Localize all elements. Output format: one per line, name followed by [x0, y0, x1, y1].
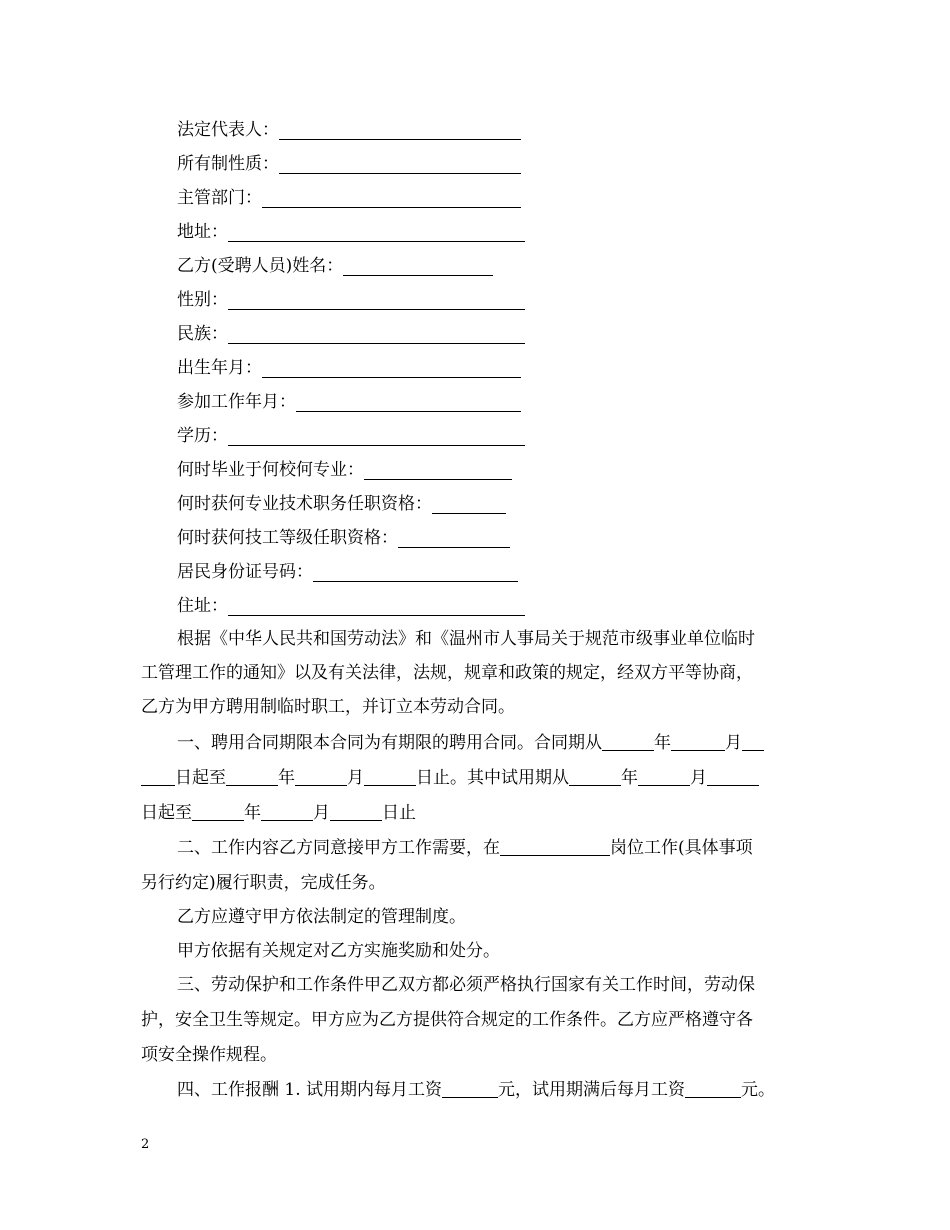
field-label: 居民身份证号码：	[177, 562, 313, 582]
blank-line[interactable]	[261, 802, 313, 821]
month-label: 月	[690, 768, 707, 788]
blank-line[interactable]	[602, 732, 654, 751]
section-4-line-1	[177, 1077, 775, 1103]
blank-line[interactable]	[685, 1079, 741, 1098]
field-graduation	[177, 458, 512, 482]
field-label: 法定代表人：	[177, 120, 279, 140]
blank-line[interactable]	[364, 461, 512, 480]
blank-line[interactable]	[313, 563, 518, 582]
section-4-text-c: 元。	[741, 1080, 776, 1100]
month-label: 月	[725, 733, 742, 753]
field-label: 出生年月：	[177, 358, 262, 378]
field-label: 何时获何专业技术职务任职资格：	[177, 494, 432, 514]
field-label: 所有制性质：	[177, 154, 279, 174]
field-label: 民族：	[177, 324, 228, 344]
field-label: 主管部门：	[177, 188, 262, 208]
blank-line[interactable]	[279, 121, 521, 140]
section-4-text-b: 元，试用期满后每月工资	[498, 1080, 686, 1100]
blank-line[interactable]	[279, 155, 521, 174]
blank-line[interactable]	[500, 837, 610, 856]
year-label: 年	[621, 768, 638, 788]
blank-line[interactable]	[228, 223, 525, 242]
field-label: 学历：	[177, 426, 228, 446]
day-end-label: 日止。其中试用期从	[416, 768, 569, 788]
blank-line[interactable]	[228, 427, 525, 446]
blank-line[interactable]	[192, 802, 244, 821]
year-label: 年	[654, 733, 671, 753]
section-2-text-b: 岗位工作(具体事项	[610, 838, 753, 858]
section-1-line-2	[141, 765, 759, 791]
intro-line-3: 乙方为甲方聘用制临时职工，并订立本劳动合同。	[141, 697, 515, 717]
intro-line-2: 工管理工作的通知》以及有关法律，法规，规章和政策的规定，经双方平等协商，	[141, 663, 753, 683]
blank-line[interactable]	[262, 189, 521, 208]
day-from-label: 日起至	[141, 803, 192, 823]
year-label: 年	[244, 803, 261, 823]
field-label: 乙方(受聘人员)姓名：	[177, 256, 344, 276]
field-label: 住址：	[177, 596, 228, 616]
blank-line[interactable]	[343, 257, 493, 276]
blank-line[interactable]	[228, 291, 525, 310]
blank-line[interactable]	[638, 767, 690, 786]
field-professional-title	[177, 492, 506, 516]
blank-line[interactable]	[707, 767, 759, 786]
blank-line[interactable]	[226, 767, 278, 786]
month-label: 月	[313, 803, 330, 823]
blank-line[interactable]	[330, 802, 382, 821]
blank-line[interactable]	[442, 1079, 498, 1098]
blank-line[interactable]	[295, 767, 347, 786]
field-department	[177, 186, 521, 210]
field-address	[177, 220, 525, 244]
field-technician-grade	[177, 526, 510, 550]
day-from-label: 日起至	[175, 768, 226, 788]
blank-line[interactable]	[364, 767, 416, 786]
field-ownership	[177, 152, 521, 176]
year-label: 年	[278, 768, 295, 788]
field-label: 性别：	[177, 290, 228, 310]
section-3-line-3: 项安全操作规程。	[141, 1045, 277, 1065]
field-birth-date	[177, 356, 521, 380]
blank-line[interactable]	[228, 325, 525, 344]
field-label: 参加工作年月：	[177, 392, 296, 412]
field-legal-representative	[177, 118, 521, 142]
section-3-line-2: 护，安全卫生等规定。甲方应为乙方提供符合规定的工作条件。乙方应严格遵守各	[141, 1010, 753, 1030]
section-2-line-4: 甲方依据有关规定对乙方实施奖励和处分。	[177, 941, 500, 961]
month-label: 月	[347, 768, 364, 788]
field-work-start-date	[177, 390, 521, 414]
field-label: 地址：	[177, 222, 228, 242]
field-id-number	[177, 560, 518, 584]
day-end-label: 日止	[382, 803, 416, 823]
blank-line[interactable]	[296, 393, 521, 412]
section-2-line-1	[177, 835, 753, 861]
section-1-line-3	[141, 800, 416, 826]
section-1-line-1	[177, 730, 764, 756]
field-label: 何时毕业于何校何专业：	[177, 460, 364, 480]
section-3-line-1: 三、劳动保护和工作条件甲乙双方都必须严格执行国家有关工作时间，劳动保	[177, 975, 755, 995]
section-2-line-2: 另行约定)履行职责，完成任务。	[141, 873, 386, 893]
section-4-text: 四、工作报酬 1. 试用期内每月工资	[177, 1080, 443, 1100]
section-1-text: 一、聘用合同期限本合同为有期限的聘用合同。合同期从	[177, 733, 602, 753]
field-ethnicity	[177, 322, 525, 346]
field-label: 何时获何技工等级任职资格：	[177, 528, 398, 548]
blank-line[interactable]	[569, 767, 621, 786]
blank-line[interactable]	[432, 495, 506, 514]
blank-line[interactable]	[398, 529, 510, 548]
field-gender	[177, 288, 525, 312]
intro-line-1: 根据《中华人民共和国劳动法》和《温州市人事局关于规范市级事业单位临时	[177, 629, 755, 649]
blank-line[interactable]	[262, 359, 521, 378]
section-2-line-3: 乙方应遵守甲方依法制定的管理制度。	[177, 907, 466, 927]
blank-line[interactable]	[141, 767, 175, 786]
field-education	[177, 424, 525, 448]
blank-line[interactable]	[228, 597, 525, 616]
blank-line[interactable]	[742, 732, 764, 751]
blank-line[interactable]	[671, 732, 725, 751]
field-residence	[177, 594, 525, 618]
field-employee-name	[177, 254, 493, 278]
page-number: 2	[141, 1137, 150, 1152]
section-2-text: 二、工作内容乙方同意接甲方工作需要，在	[177, 838, 500, 858]
